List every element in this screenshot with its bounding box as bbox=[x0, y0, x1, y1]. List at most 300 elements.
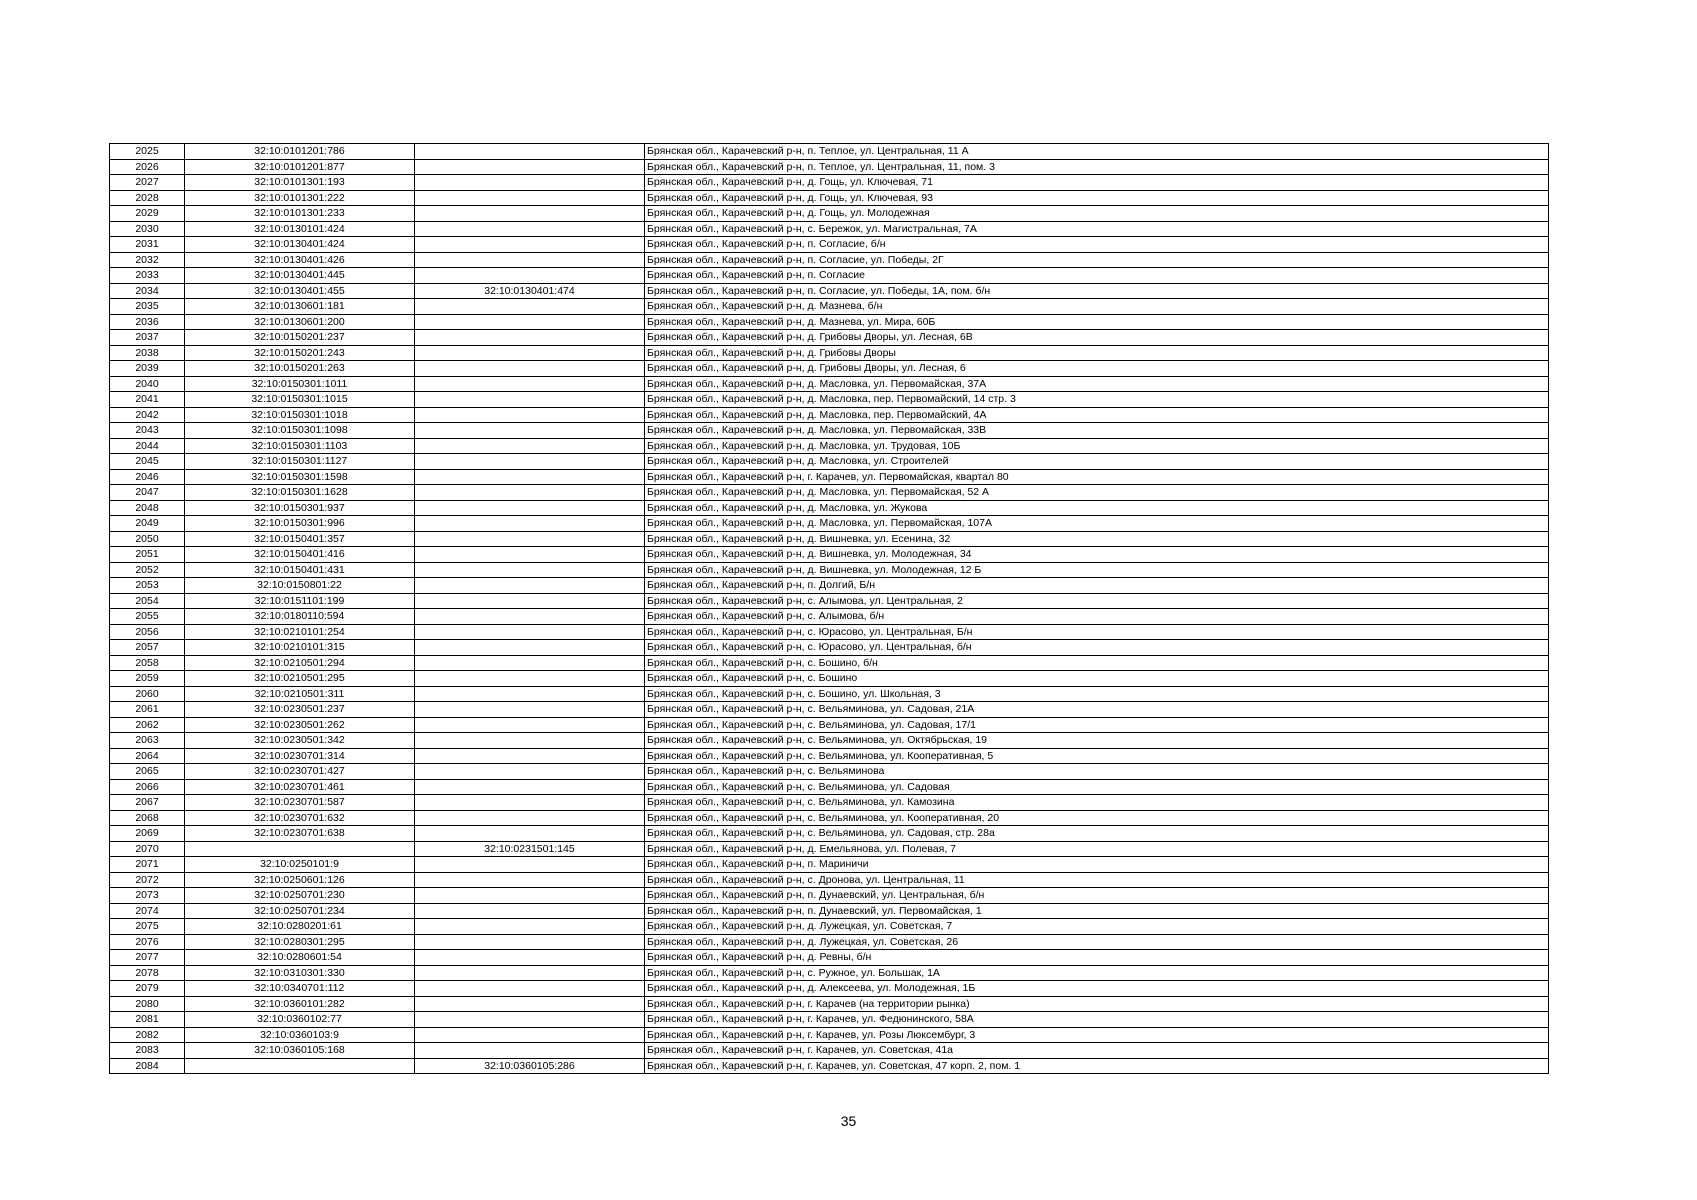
address-cell: Брянская обл., Карачевский р-н, д. Алексеева, ул. Молодежная, 1Б bbox=[645, 981, 1549, 997]
address-cell: Брянская обл., Карачевский р-н, с. Вельяминова, ул. Октябрьская, 19 bbox=[645, 733, 1549, 749]
related-cadastral-number-cell bbox=[415, 702, 645, 718]
table-row bbox=[110, 252, 1549, 268]
table-row bbox=[110, 578, 1549, 594]
table-row bbox=[110, 996, 1549, 1012]
row-number-cell: 2035 bbox=[110, 299, 185, 315]
address-cell: Брянская обл., Карачевский р-н, д. Лужецкая, ул. Советская, 26 bbox=[645, 934, 1549, 950]
cadastral-number-cell: 32:10:0280201:61 bbox=[185, 919, 415, 935]
address-cell: Брянская обл., Карачевский р-н, д. Масловка, ул. Первомайская, 33В bbox=[645, 423, 1549, 439]
table-row bbox=[110, 438, 1549, 454]
cadastral-number-cell: 32:10:0130401:424 bbox=[185, 237, 415, 253]
related-cadastral-number-cell bbox=[415, 469, 645, 485]
related-cadastral-number-cell bbox=[415, 423, 645, 439]
table-row bbox=[110, 903, 1549, 919]
row-number-cell: 2066 bbox=[110, 779, 185, 795]
table-row bbox=[110, 159, 1549, 175]
cadastral-number-cell: 32:10:0130401:455 bbox=[185, 283, 415, 299]
row-number-cell: 2043 bbox=[110, 423, 185, 439]
cadastral-number-cell: 32:10:0340701:112 bbox=[185, 981, 415, 997]
address-cell: Брянская обл., Карачевский р-н, п. Согласие, ул. Победы, 2Г bbox=[645, 252, 1549, 268]
cadastral-number-cell: 32:10:0150301:1628 bbox=[185, 485, 415, 501]
table-row bbox=[110, 407, 1549, 423]
address-cell: Брянская обл., Карачевский р-н, с. Бошино, ул. Школьная, 3 bbox=[645, 686, 1549, 702]
table-row bbox=[110, 671, 1549, 687]
related-cadastral-number-cell bbox=[415, 516, 645, 532]
address-cell: Брянская обл., Карачевский р-н, с. Вельяминова, ул. Садовая, стр. 28а bbox=[645, 826, 1549, 842]
address-cell: Брянская обл., Карачевский р-н, д. Лужецкая, ул. Советская, 7 bbox=[645, 919, 1549, 935]
related-cadastral-number-cell bbox=[415, 438, 645, 454]
table-row bbox=[110, 624, 1549, 640]
address-cell: Брянская обл., Карачевский р-н, д. Гощь, ул. Молодежная bbox=[645, 206, 1549, 222]
table-row bbox=[110, 717, 1549, 733]
cadastral-number-cell: 32:10:0150301:1598 bbox=[185, 469, 415, 485]
table-row bbox=[110, 593, 1549, 609]
cadastral-number-cell: 32:10:0101301:222 bbox=[185, 190, 415, 206]
related-cadastral-number-cell bbox=[415, 159, 645, 175]
related-cadastral-number-cell bbox=[415, 268, 645, 284]
related-cadastral-number-cell bbox=[415, 376, 645, 392]
cadastral-number-cell: 32:10:0150401:416 bbox=[185, 547, 415, 563]
address-cell: Брянская обл., Карачевский р-н, д. Масловка, ул. Жукова bbox=[645, 500, 1549, 516]
address-cell: Брянская обл., Карачевский р-н, д. Вишневка, ул. Молодежная, 12 Б bbox=[645, 562, 1549, 578]
table-row bbox=[110, 888, 1549, 904]
related-cadastral-number-cell bbox=[415, 748, 645, 764]
address-cell: Брянская обл., Карачевский р-н, с. Вельяминова, ул. Садовая, 17/1 bbox=[645, 717, 1549, 733]
address-cell: Брянская обл., Карачевский р-н, с. Вельяминова, ул. Садовая, 21А bbox=[645, 702, 1549, 718]
cadastral-number-cell: 32:10:0150301:1103 bbox=[185, 438, 415, 454]
address-cell: Брянская обл., Карачевский р-н, с. Алымова, б/н bbox=[645, 609, 1549, 625]
table-row bbox=[110, 965, 1549, 981]
address-cell: Брянская обл., Карачевский р-н, п. Теплое, ул. Центральная, 11, пом. 3 bbox=[645, 159, 1549, 175]
address-cell: Брянская обл., Карачевский р-н, с. Бережок, ул. Магистральная, 7А bbox=[645, 221, 1549, 237]
table-row bbox=[110, 655, 1549, 671]
related-cadastral-number-cell bbox=[415, 361, 645, 377]
address-cell: Брянская обл., Карачевский р-н, п. Согласие, б/н bbox=[645, 237, 1549, 253]
row-number-cell: 2050 bbox=[110, 531, 185, 547]
cadastral-number-cell: 32:10:0150301:1098 bbox=[185, 423, 415, 439]
table-row bbox=[110, 376, 1549, 392]
cadastral-number-cell: 32:10:0230501:237 bbox=[185, 702, 415, 718]
related-cadastral-number-cell bbox=[415, 237, 645, 253]
related-cadastral-number-cell bbox=[415, 144, 645, 160]
row-number-cell: 2042 bbox=[110, 407, 185, 423]
cadastral-number-cell: 32:10:0250101:9 bbox=[185, 857, 415, 873]
cadastral-number-cell: 32:10:0230701:632 bbox=[185, 810, 415, 826]
table-row bbox=[110, 221, 1549, 237]
table-row bbox=[110, 175, 1549, 191]
table-row bbox=[110, 872, 1549, 888]
row-number-cell: 2037 bbox=[110, 330, 185, 346]
address-cell: Брянская обл., Карачевский р-н, г. Карачев (на территории рынка) bbox=[645, 996, 1549, 1012]
address-cell: Брянская обл., Карачевский р-н, г. Карачев, ул. Первомайская, квартал 80 bbox=[645, 469, 1549, 485]
address-cell: Брянская обл., Карачевский р-н, д. Гощь, ул. Ключевая, 71 bbox=[645, 175, 1549, 191]
address-cell: Брянская обл., Карачевский р-н, п. Мариничи bbox=[645, 857, 1549, 873]
address-cell: Брянская обл., Карачевский р-н, с. Ружное, ул. Большак, 1А bbox=[645, 965, 1549, 981]
table-row bbox=[110, 733, 1549, 749]
page-number: 35 bbox=[840, 1113, 857, 1129]
row-number-cell: 2071 bbox=[110, 857, 185, 873]
cadastral-number-cell: 32:10:0250701:230 bbox=[185, 888, 415, 904]
row-number-cell: 2051 bbox=[110, 547, 185, 563]
related-cadastral-number-cell bbox=[415, 221, 645, 237]
address-cell: Брянская обл., Карачевский р-н, д. Грибовы Дворы, ул. Лесная, 6В bbox=[645, 330, 1549, 346]
cadastral-number-cell: 32:10:0230501:262 bbox=[185, 717, 415, 733]
related-cadastral-number-cell bbox=[415, 872, 645, 888]
related-cadastral-number-cell bbox=[415, 531, 645, 547]
cadastral-number-cell: 32:10:0130401:445 bbox=[185, 268, 415, 284]
related-cadastral-number-cell bbox=[415, 562, 645, 578]
row-number-cell: 2025 bbox=[110, 144, 185, 160]
address-cell: Брянская обл., Карачевский р-н, с. Алымова, ул. Центральная, 2 bbox=[645, 593, 1549, 609]
table-row bbox=[110, 268, 1549, 284]
row-number-cell: 2073 bbox=[110, 888, 185, 904]
table-row bbox=[110, 299, 1549, 315]
related-cadastral-number-cell bbox=[415, 578, 645, 594]
row-number-cell: 2028 bbox=[110, 190, 185, 206]
cadastral-number-cell: 32:10:0210501:295 bbox=[185, 671, 415, 687]
address-cell: Брянская обл., Карачевский р-н, п. Согласие bbox=[645, 268, 1549, 284]
table-row bbox=[110, 547, 1549, 563]
address-cell: Брянская обл., Карачевский р-н, д. Вишневка, ул. Есенина, 32 bbox=[645, 531, 1549, 547]
table-row bbox=[110, 516, 1549, 532]
table-row bbox=[110, 485, 1549, 501]
cadastral-number-cell: 32:10:0130601:200 bbox=[185, 314, 415, 330]
row-number-cell: 2064 bbox=[110, 748, 185, 764]
table-row bbox=[110, 1012, 1549, 1028]
cadastral-number-cell: 32:10:0150301:1015 bbox=[185, 392, 415, 408]
cadastral-number-cell: 32:10:0101301:193 bbox=[185, 175, 415, 191]
related-cadastral-number-cell bbox=[415, 314, 645, 330]
cadastral-number-cell: 32:10:0360105:168 bbox=[185, 1043, 415, 1059]
table-row bbox=[110, 764, 1549, 780]
cadastral-number-cell: 32:10:0151101:199 bbox=[185, 593, 415, 609]
related-cadastral-number-cell bbox=[415, 330, 645, 346]
row-number-cell: 2079 bbox=[110, 981, 185, 997]
row-number-cell: 2036 bbox=[110, 314, 185, 330]
row-number-cell: 2075 bbox=[110, 919, 185, 935]
address-cell: Брянская обл., Карачевский р-н, г. Карачев, ул. Советская, 41а bbox=[645, 1043, 1549, 1059]
cadastral-number-cell: 32:10:0130401:426 bbox=[185, 252, 415, 268]
address-cell: Брянская обл., Карачевский р-н, с. Вельяминова bbox=[645, 764, 1549, 780]
address-cell: Брянская обл., Карачевский р-н, п. Дунаевский, ул. Центральная, б/н bbox=[645, 888, 1549, 904]
row-number-cell: 2040 bbox=[110, 376, 185, 392]
related-cadastral-number-cell bbox=[415, 733, 645, 749]
row-number-cell: 2039 bbox=[110, 361, 185, 377]
row-number-cell: 2048 bbox=[110, 500, 185, 516]
cadastral-number-cell: 32:10:0150301:1018 bbox=[185, 407, 415, 423]
table-row bbox=[110, 190, 1549, 206]
row-number-cell: 2032 bbox=[110, 252, 185, 268]
related-cadastral-number-cell: 32:10:0360105:286 bbox=[415, 1058, 645, 1074]
table-body bbox=[110, 144, 1549, 1074]
table-row bbox=[110, 919, 1549, 935]
table-row bbox=[110, 640, 1549, 656]
related-cadastral-number-cell bbox=[415, 810, 645, 826]
table-row bbox=[110, 500, 1549, 516]
row-number-cell: 2054 bbox=[110, 593, 185, 609]
cadastral-number-cell: 32:10:0250701:234 bbox=[185, 903, 415, 919]
related-cadastral-number-cell: 32:10:0130401:474 bbox=[415, 283, 645, 299]
related-cadastral-number-cell bbox=[415, 996, 645, 1012]
cadastral-number-cell: 32:10:0130601:181 bbox=[185, 299, 415, 315]
data-table bbox=[109, 143, 1549, 1074]
related-cadastral-number-cell bbox=[415, 764, 645, 780]
related-cadastral-number-cell bbox=[415, 454, 645, 470]
cadastral-number-cell: 32:10:0150301:996 bbox=[185, 516, 415, 532]
address-cell: Брянская обл., Карачевский р-н, г. Карачев, ул. Розы Люксембург, 3 bbox=[645, 1027, 1549, 1043]
cadastral-number-cell: 32:10:0210501:294 bbox=[185, 655, 415, 671]
row-number-cell: 2027 bbox=[110, 175, 185, 191]
related-cadastral-number-cell bbox=[415, 826, 645, 842]
cadastral-number-cell: 32:10:0230701:587 bbox=[185, 795, 415, 811]
related-cadastral-number-cell bbox=[415, 655, 645, 671]
table-row bbox=[110, 981, 1549, 997]
related-cadastral-number-cell bbox=[415, 299, 645, 315]
address-cell: Брянская обл., Карачевский р-н, с. Юрасово, ул. Центральная, б/н bbox=[645, 640, 1549, 656]
cadastral-number-cell: 32:10:0360101:282 bbox=[185, 996, 415, 1012]
row-number-cell: 2055 bbox=[110, 609, 185, 625]
table-row bbox=[110, 686, 1549, 702]
address-cell: Брянская обл., Карачевский р-н, д. Масловка, ул. Первомайская, 37А bbox=[645, 376, 1549, 392]
table-row bbox=[110, 841, 1549, 857]
cadastral-number-cell: 32:10:0150301:937 bbox=[185, 500, 415, 516]
row-number-cell: 2065 bbox=[110, 764, 185, 780]
table-row bbox=[110, 314, 1549, 330]
cadastral-number-cell: 32:10:0310301:330 bbox=[185, 965, 415, 981]
row-number-cell: 2084 bbox=[110, 1058, 185, 1074]
address-cell: Брянская обл., Карачевский р-н, д. Ревны, б/н bbox=[645, 950, 1549, 966]
cadastral-number-cell: 32:10:0150301:1127 bbox=[185, 454, 415, 470]
table-row bbox=[110, 469, 1549, 485]
address-cell: Брянская обл., Карачевский р-н, д. Емельянова, ул. Полевая, 7 bbox=[645, 841, 1549, 857]
row-number-cell: 2059 bbox=[110, 671, 185, 687]
row-number-cell: 2058 bbox=[110, 655, 185, 671]
row-number-cell: 2082 bbox=[110, 1027, 185, 1043]
table-row bbox=[110, 392, 1549, 408]
cadastral-number-cell: 32:10:0360103:9 bbox=[185, 1027, 415, 1043]
cadastral-number-cell bbox=[185, 841, 415, 857]
table-row bbox=[110, 330, 1549, 346]
cadastral-number-cell: 32:10:0101301:233 bbox=[185, 206, 415, 222]
cadastral-number-cell: 32:10:0150401:431 bbox=[185, 562, 415, 578]
row-number-cell: 2026 bbox=[110, 159, 185, 175]
table-row bbox=[110, 950, 1549, 966]
row-number-cell: 2080 bbox=[110, 996, 185, 1012]
address-cell: Брянская обл., Карачевский р-н, д. Масловка, ул. Трудовая, 10Б bbox=[645, 438, 1549, 454]
related-cadastral-number-cell bbox=[415, 345, 645, 361]
related-cadastral-number-cell bbox=[415, 640, 645, 656]
address-cell: Брянская обл., Карачевский р-н, с. Бошино, б/н bbox=[645, 655, 1549, 671]
related-cadastral-number-cell bbox=[415, 175, 645, 191]
row-number-cell: 2030 bbox=[110, 221, 185, 237]
address-cell: Брянская обл., Карачевский р-н, п. Дунаевский, ул. Первомайская, 1 bbox=[645, 903, 1549, 919]
table-row bbox=[110, 748, 1549, 764]
cadastral-number-cell: 32:10:0360102:77 bbox=[185, 1012, 415, 1028]
address-cell: Брянская обл., Карачевский р-н, г. Карачев, ул. Федюнинского, 58А bbox=[645, 1012, 1549, 1028]
row-number-cell: 2046 bbox=[110, 469, 185, 485]
row-number-cell: 2038 bbox=[110, 345, 185, 361]
row-number-cell: 2060 bbox=[110, 686, 185, 702]
address-cell: Брянская обл., Карачевский р-н, п. Долгий, Б/н bbox=[645, 578, 1549, 594]
row-number-cell: 2061 bbox=[110, 702, 185, 718]
cadastral-number-cell: 32:10:0210101:254 bbox=[185, 624, 415, 640]
address-cell: Брянская обл., Карачевский р-н, с. Вельяминова, ул. Камозина bbox=[645, 795, 1549, 811]
address-cell: Брянская обл., Карачевский р-н, д. Масловка, пер. Первомайский, 14 стр. 3 bbox=[645, 392, 1549, 408]
table-row bbox=[110, 702, 1549, 718]
cadastral-number-cell: 32:10:0280301:295 bbox=[185, 934, 415, 950]
row-number-cell: 2081 bbox=[110, 1012, 185, 1028]
table-row bbox=[110, 206, 1549, 222]
related-cadastral-number-cell bbox=[415, 609, 645, 625]
related-cadastral-number-cell bbox=[415, 717, 645, 733]
cadastral-number-cell: 32:10:0150801:22 bbox=[185, 578, 415, 594]
cadastral-number-cell: 32:10:0101201:877 bbox=[185, 159, 415, 175]
cadastral-number-cell: 32:10:0150401:357 bbox=[185, 531, 415, 547]
related-cadastral-number-cell bbox=[415, 903, 645, 919]
table-row bbox=[110, 423, 1549, 439]
address-cell: Брянская обл., Карачевский р-н, д. Масловка, ул. Первомайская, 52 А bbox=[645, 485, 1549, 501]
row-number-cell: 2052 bbox=[110, 562, 185, 578]
table-row bbox=[110, 810, 1549, 826]
table-row bbox=[110, 562, 1549, 578]
related-cadastral-number-cell bbox=[415, 624, 645, 640]
row-number-cell: 2053 bbox=[110, 578, 185, 594]
cadastral-number-cell: 32:10:0230501:342 bbox=[185, 733, 415, 749]
table-row bbox=[110, 454, 1549, 470]
table-row bbox=[110, 779, 1549, 795]
cadastral-number-cell: 32:10:0250601:126 bbox=[185, 872, 415, 888]
related-cadastral-number-cell bbox=[415, 686, 645, 702]
table-row bbox=[110, 934, 1549, 950]
cadastral-number-cell: 32:10:0130101:424 bbox=[185, 221, 415, 237]
address-cell: Брянская обл., Карачевский р-н, д. Мазнева, ул. Мира, 60Б bbox=[645, 314, 1549, 330]
cadastral-number-cell: 32:10:0101201:786 bbox=[185, 144, 415, 160]
cadastral-number-cell: 32:10:0150301:1011 bbox=[185, 376, 415, 392]
address-cell: Брянская обл., Карачевский р-н, с. Вельяминова, ул. Кооперативная, 20 bbox=[645, 810, 1549, 826]
table-row bbox=[110, 283, 1549, 299]
cadastral-number-cell: 32:10:0230701:427 bbox=[185, 764, 415, 780]
related-cadastral-number-cell bbox=[415, 1012, 645, 1028]
cadastral-number-cell: 32:10:0210101:315 bbox=[185, 640, 415, 656]
related-cadastral-number-cell bbox=[415, 190, 645, 206]
related-cadastral-number-cell bbox=[415, 392, 645, 408]
row-number-cell: 2070 bbox=[110, 841, 185, 857]
row-number-cell: 2057 bbox=[110, 640, 185, 656]
related-cadastral-number-cell bbox=[415, 795, 645, 811]
row-number-cell: 2069 bbox=[110, 826, 185, 842]
related-cadastral-number-cell bbox=[415, 950, 645, 966]
row-number-cell: 2062 bbox=[110, 717, 185, 733]
cadastral-number-cell: 32:10:0180110:594 bbox=[185, 609, 415, 625]
address-cell: Брянская обл., Карачевский р-н, с. Дронова, ул. Центральная, 11 bbox=[645, 872, 1549, 888]
address-cell: Брянская обл., Карачевский р-н, с. Бошино bbox=[645, 671, 1549, 687]
related-cadastral-number-cell bbox=[415, 252, 645, 268]
related-cadastral-number-cell bbox=[415, 1027, 645, 1043]
address-cell: Брянская обл., Карачевский р-н, с. Вельяминова, ул. Садовая bbox=[645, 779, 1549, 795]
related-cadastral-number-cell bbox=[415, 965, 645, 981]
row-number-cell: 2031 bbox=[110, 237, 185, 253]
related-cadastral-number-cell bbox=[415, 888, 645, 904]
address-cell: Брянская обл., Карачевский р-н, д. Гощь, ул. Ключевая, 93 bbox=[645, 190, 1549, 206]
related-cadastral-number-cell: 32:10:0231501:145 bbox=[415, 841, 645, 857]
table-row bbox=[110, 345, 1549, 361]
related-cadastral-number-cell bbox=[415, 934, 645, 950]
row-number-cell: 2074 bbox=[110, 903, 185, 919]
row-number-cell: 2033 bbox=[110, 268, 185, 284]
cadastral-number-cell: 32:10:0230701:314 bbox=[185, 748, 415, 764]
row-number-cell: 2044 bbox=[110, 438, 185, 454]
row-number-cell: 2083 bbox=[110, 1043, 185, 1059]
row-number-cell: 2034 bbox=[110, 283, 185, 299]
row-number-cell: 2045 bbox=[110, 454, 185, 470]
related-cadastral-number-cell bbox=[415, 857, 645, 873]
cadastral-number-cell bbox=[185, 1058, 415, 1074]
row-number-cell: 2029 bbox=[110, 206, 185, 222]
related-cadastral-number-cell bbox=[415, 485, 645, 501]
related-cadastral-number-cell bbox=[415, 981, 645, 997]
address-cell: Брянская обл., Карачевский р-н, п. Согласие, ул. Победы, 1А, пом. б/н bbox=[645, 283, 1549, 299]
cadastral-number-cell: 32:10:0210501:311 bbox=[185, 686, 415, 702]
cadastral-number-cell: 32:10:0280601:54 bbox=[185, 950, 415, 966]
related-cadastral-number-cell bbox=[415, 500, 645, 516]
cadastral-number-cell: 32:10:0150201:237 bbox=[185, 330, 415, 346]
row-number-cell: 2068 bbox=[110, 810, 185, 826]
table-row bbox=[110, 531, 1549, 547]
row-number-cell: 2078 bbox=[110, 965, 185, 981]
related-cadastral-number-cell bbox=[415, 206, 645, 222]
related-cadastral-number-cell bbox=[415, 593, 645, 609]
address-cell: Брянская обл., Карачевский р-н, д. Грибовы Дворы bbox=[645, 345, 1549, 361]
related-cadastral-number-cell bbox=[415, 547, 645, 563]
row-number-cell: 2049 bbox=[110, 516, 185, 532]
table-row bbox=[110, 609, 1549, 625]
cadastral-number-cell: 32:10:0230701:461 bbox=[185, 779, 415, 795]
related-cadastral-number-cell bbox=[415, 671, 645, 687]
address-cell: Брянская обл., Карачевский р-н, д. Мазнева, б/н bbox=[645, 299, 1549, 315]
address-cell: Брянская обл., Карачевский р-н, с. Юрасово, ул. Центральная, Б/н bbox=[645, 624, 1549, 640]
row-number-cell: 2076 bbox=[110, 934, 185, 950]
row-number-cell: 2056 bbox=[110, 624, 185, 640]
related-cadastral-number-cell bbox=[415, 919, 645, 935]
table-row bbox=[110, 1058, 1549, 1074]
related-cadastral-number-cell bbox=[415, 779, 645, 795]
cadastral-number-cell: 32:10:0150201:243 bbox=[185, 345, 415, 361]
related-cadastral-number-cell bbox=[415, 1043, 645, 1059]
address-cell: Брянская обл., Карачевский р-н, г. Карачев, ул. Советская, 47 корп. 2, пом. 1 bbox=[645, 1058, 1549, 1074]
table-row bbox=[110, 1027, 1549, 1043]
table-row bbox=[110, 857, 1549, 873]
table-row bbox=[110, 361, 1549, 377]
row-number-cell: 2047 bbox=[110, 485, 185, 501]
address-cell: Брянская обл., Карачевский р-н, д. Масловка, ул. Первомайская, 107А bbox=[645, 516, 1549, 532]
table-row bbox=[110, 795, 1549, 811]
row-number-cell: 2063 bbox=[110, 733, 185, 749]
table-row bbox=[110, 237, 1549, 253]
address-cell: Брянская обл., Карачевский р-н, д. Масловка, пер. Первомайский, 4А bbox=[645, 407, 1549, 423]
address-cell: Брянская обл., Карачевский р-н, д. Грибовы Дворы, ул. Лесная, 6 bbox=[645, 361, 1549, 377]
row-number-cell: 2067 bbox=[110, 795, 185, 811]
address-cell: Брянская обл., Карачевский р-н, д. Масловка, ул. Строителей bbox=[645, 454, 1549, 470]
table-row bbox=[110, 144, 1549, 160]
address-cell: Брянская обл., Карачевский р-н, п. Теплое, ул. Центральная, 11 А bbox=[645, 144, 1549, 160]
table-row bbox=[110, 826, 1549, 842]
cadastral-number-cell: 32:10:0230701:638 bbox=[185, 826, 415, 842]
row-number-cell: 2072 bbox=[110, 872, 185, 888]
related-cadastral-number-cell bbox=[415, 407, 645, 423]
address-cell: Брянская обл., Карачевский р-н, с. Вельяминова, ул. Кооперативная, 5 bbox=[645, 748, 1549, 764]
row-number-cell: 2077 bbox=[110, 950, 185, 966]
cadastral-number-cell: 32:10:0150201:263 bbox=[185, 361, 415, 377]
